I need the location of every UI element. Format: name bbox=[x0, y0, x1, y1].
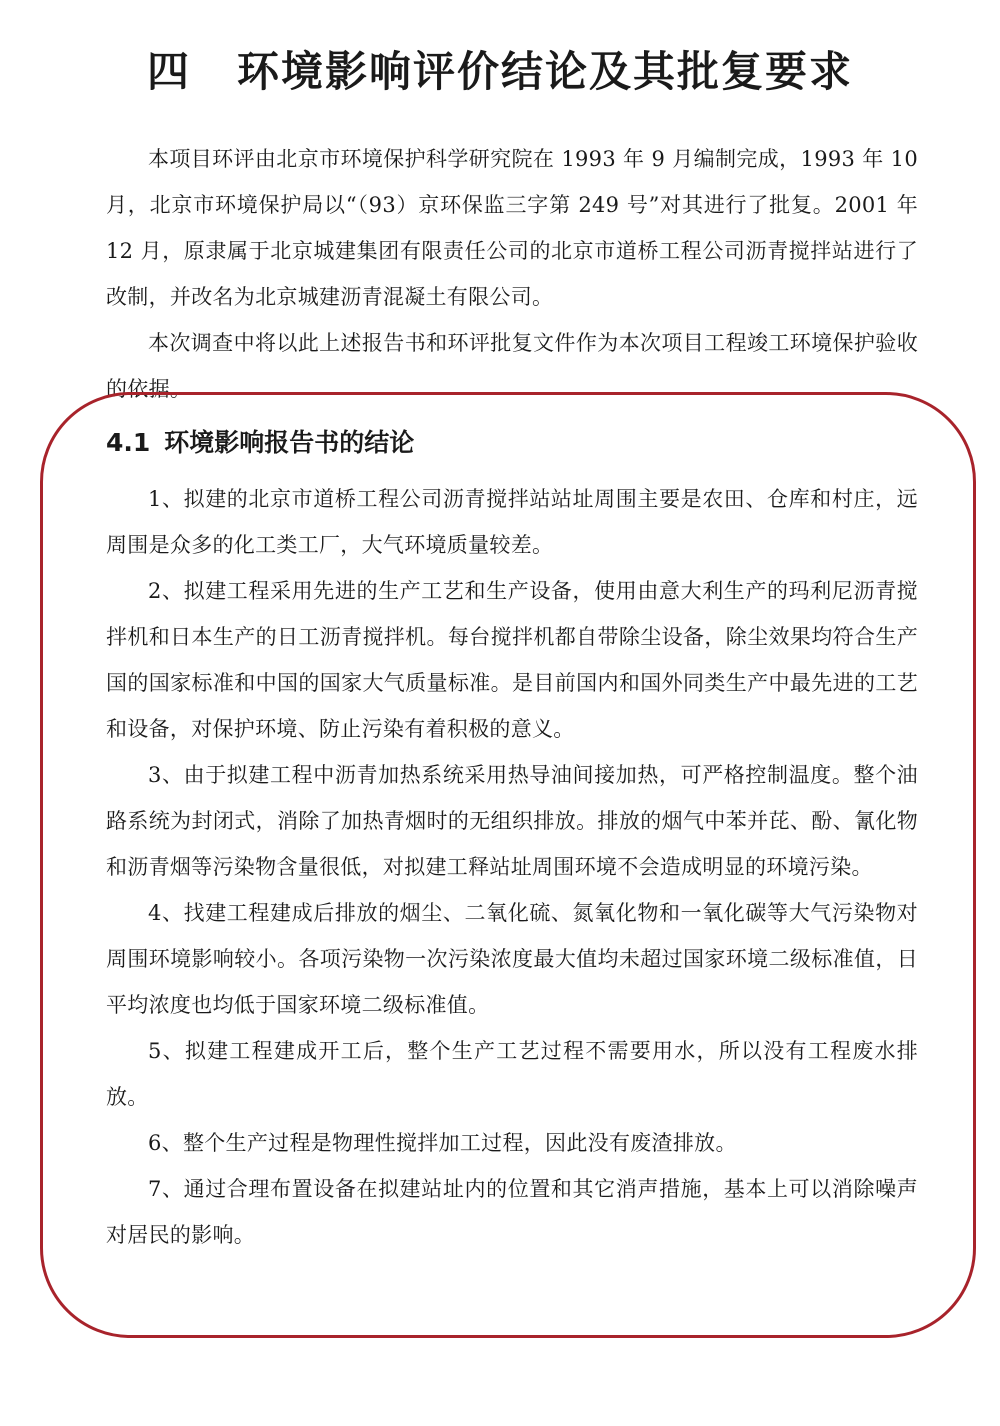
conclusion-item: 7、通过合理布置设备在拟建站址内的位置和其它消声措施，基本上可以消除噪声对居民的影响。 bbox=[106, 1177, 918, 1247]
intro-paragraph: 本项目环评由北京市环境保护科学研究院在 1993 年 9 月编制完成，1993 年 10 月，北京市环境保护局以“（93）京环保监三字第 249 号”对其进行了批复。2001 年 12 月，原隶属于北京城建集团有限责任公司的北京市道桥工程公司沥青搅拌站进行了改制，并改名为北京城建沥青混凝土有限公司。 bbox=[106, 147, 918, 309]
conclusion-item: 3、由于拟建工程中沥青加热系统采用热导油间接加热，可严格控制温度。整个油路系统为封闭式，消除了加热青烟时的无组织排放。排放的烟气中苯并芘、酚、氰化物和沥青烟等污染物含量很低，对拟建工释站址周围环境不会造成明显的环境污染。 bbox=[106, 763, 918, 879]
conclusion-item: 4、找建工程建成后排放的烟尘、二氧化硫、氮氧化物和一氧化碳等大气污染物对周围环境影响较小。各项污染物一次污染浓度最大值均未超过国家环境二级标准值，日平均浓度也均低于国家环境二级标准值。 bbox=[106, 901, 918, 1017]
chapter-title bbox=[0, 42, 1000, 102]
conclusion-item: 6、整个生产过程是物理性搅拌加工过程，因此没有废渣排放。 bbox=[148, 1131, 737, 1155]
chapter-number: 四 bbox=[146, 47, 191, 96]
section-title: 环境影响报告书的结论 bbox=[164, 428, 415, 457]
section-number: 4.1 bbox=[106, 428, 151, 457]
section-heading bbox=[106, 418, 918, 468]
chapter-title-text: 环境影响评价结论及其批复要求 bbox=[237, 47, 854, 96]
conclusion-item: 1、拟建的北京市道桥工程公司沥青搅拌站站址周围主要是农田、仓库和村庄，远周围是众多的化工类工厂，大气环境质量较差。 bbox=[106, 487, 918, 557]
intro-paragraph: 本次调查中将以此上述报告书和环评批复文件作为本次项目工程竣工环境保护验收的依据。 bbox=[106, 331, 918, 401]
conclusion-item: 5、拟建工程建成开工后，整个生产工艺过程不需要用水，所以没有工程废水排放。 bbox=[106, 1039, 918, 1109]
conclusion-item: 2、拟建工程采用先进的生产工艺和生产设备，使用由意大利生产的玛利尼沥青搅拌机和日本生产的日工沥青搅拌机。每台搅拌机都自带除尘设备，除尘效果均符合生产国的国家标准和中国的国家大气质量标准。是目前国内和国外同类生产中最先进的工艺和设备，对保护环境、防止污染有着积极的意义。 bbox=[106, 579, 918, 741]
document-body bbox=[106, 136, 918, 1258]
